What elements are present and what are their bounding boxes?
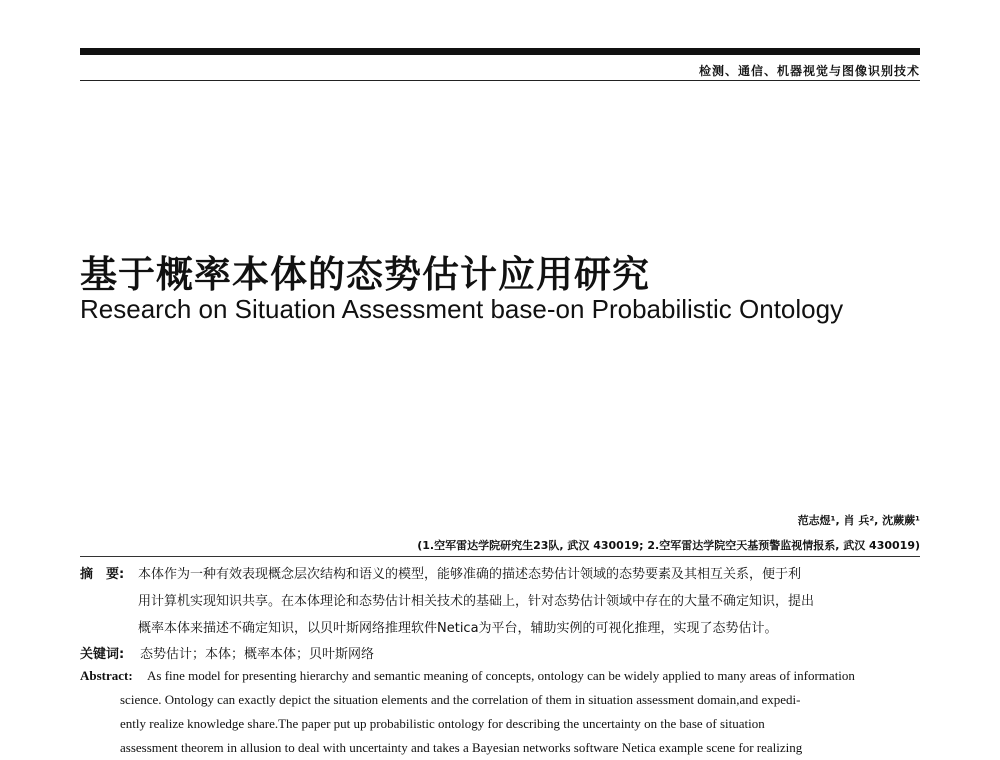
abstract-en-line: As fine model for presenting hierarchy and semantic meaning of concepts, ontology can be widely applied to many areas of information [147, 668, 855, 683]
title-chinese: 基于概率本体的态势估计应用研究 [80, 253, 650, 296]
top-rule [80, 48, 920, 55]
section-label: 检测、通信、机器视觉与图像识别技术 [698, 64, 920, 78]
affiliation-line: (1.空军雷达学院研究生23队, 武汉 430019; 2.空军雷达学院空天基预警监视情报系, 武汉 430019) [417, 539, 920, 552]
title-english: Research on Situation Assessment base-on Probabilistic Ontology [80, 294, 844, 324]
abstract-en-line: science. Ontology can exactly depict the situation elements and the correlation of them in situation assessment domain,and expedi- [120, 692, 801, 707]
keywords-label: 关键词: [80, 647, 125, 662]
keywords-text: 态势估计；本体；概率本体；贝叶斯网络 [140, 647, 375, 662]
affiliation-rule [80, 556, 920, 557]
abstract-cn-line: 概率本体来描述不确定知识，以贝叶斯网络推理软件Netica为平台，辅助实例的可视化推理，实现了态势估计。 [138, 621, 778, 636]
abstract-cn-line: 用计算机实现知识共享。在本体理论和态势估计相关技术的基础上，针对态势估计领域中存在的大量不确定知识，提出 [138, 594, 815, 609]
abstract-en-line: assessment theorem in allusion to deal with uncertainty and takes a Bayesian networks software Netica example scene for realizing [120, 740, 803, 755]
abstract-cn-line: 本体作为一种有效表现概念层次结构和语义的模型，能够准确的描述态势估计领域的态势要素及其相互关系，便于利 [138, 567, 802, 582]
abstract-en-line: ently realize knowledge share.The paper put up probabilistic ontology for describing the uncertainty on the base of situation [120, 716, 765, 731]
header-rule [80, 80, 920, 81]
author-list: 范志煜¹, 肖 兵², 沈蕨蕨¹ [797, 514, 920, 527]
abstract-en-label: Abstract: [80, 668, 133, 683]
abstract-label: 摘 要: [80, 567, 125, 582]
